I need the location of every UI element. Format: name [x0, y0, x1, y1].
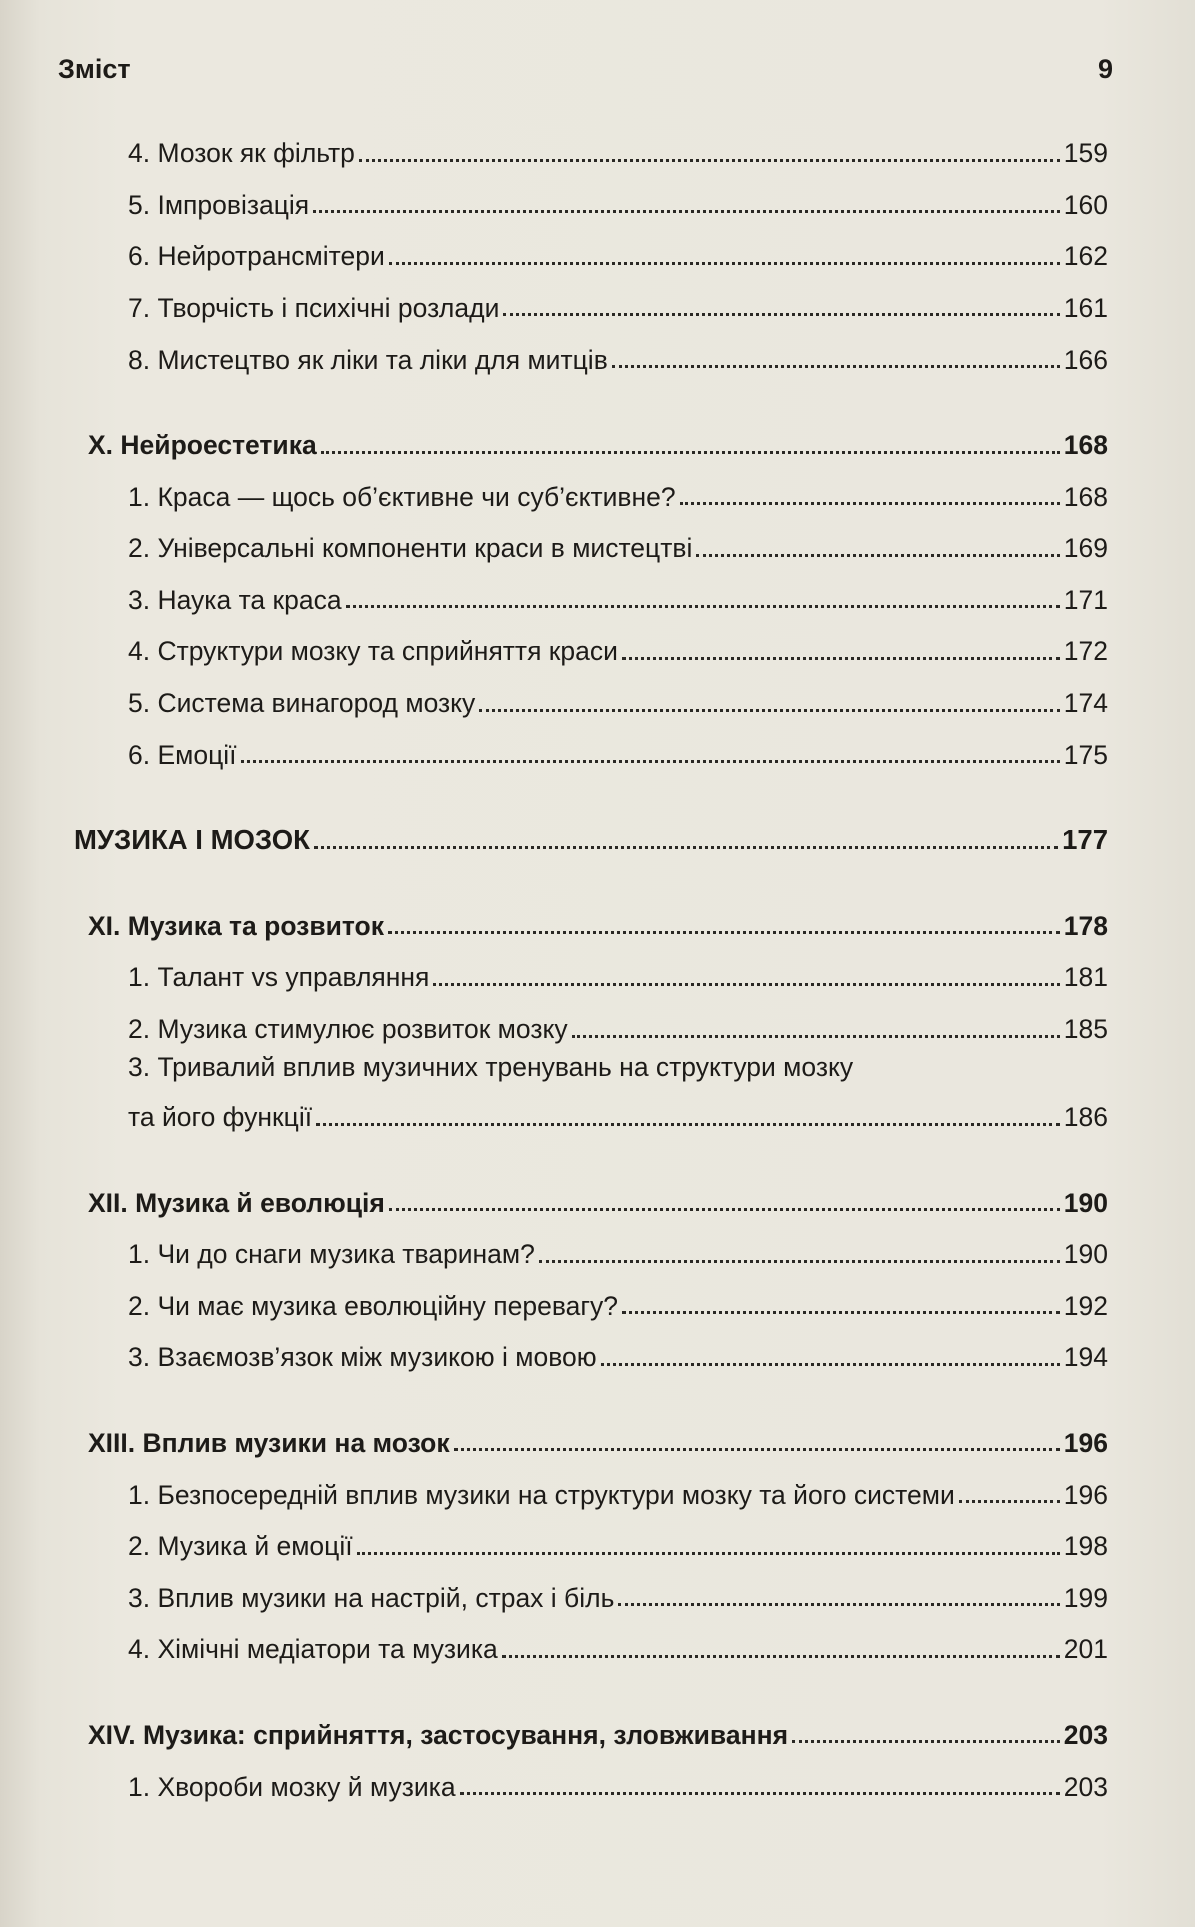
- toc-entry-label: 4. Мозок як фільтр: [128, 138, 355, 169]
- toc-entry-page: 174: [1063, 688, 1108, 719]
- toc-chapter-page: 203: [1063, 1719, 1108, 1750]
- toc-entry: [88, 667, 1108, 719]
- toc-entry: [88, 993, 1108, 1045]
- toc-chapter-page: 178: [1063, 910, 1108, 941]
- toc-entry-page: 186: [1063, 1102, 1108, 1133]
- leader-dots: [433, 983, 1059, 986]
- toc-entry: [88, 1270, 1108, 1322]
- toc-entry-page: 201: [1063, 1634, 1108, 1665]
- toc-entry-label: 1. Безпосередній вплив музики на структури мозку та його системи: [128, 1479, 955, 1510]
- leader-dots: [388, 931, 1060, 934]
- toc-chapter-label: XI. Музика та розвиток: [88, 910, 384, 941]
- toc-entry-label: 4. Структури мозку та сприйняття краси: [128, 636, 618, 667]
- toc-chapter-label: XIII. Вплив музики на мозок: [88, 1428, 450, 1458]
- leader-dots: [357, 1552, 1060, 1555]
- toc-entry-page: 185: [1063, 1014, 1108, 1045]
- toc-entry: [88, 1562, 1108, 1614]
- leader-dots: [359, 159, 1060, 162]
- leader-dots: [502, 1655, 1060, 1658]
- toc-chapter: [88, 1699, 1108, 1751]
- table-of-contents: [74, 117, 1108, 1802]
- toc-entry-label: 2. Чи має музика еволюційну перевагу?: [128, 1290, 618, 1321]
- toc-entry-label: 2. Музика стимулює розвиток мозку: [128, 1014, 568, 1045]
- toc-entry-page: 190: [1063, 1239, 1108, 1270]
- leader-dots: [612, 365, 1060, 368]
- header-title: Зміст: [58, 54, 131, 84]
- leader-dots: [346, 605, 1060, 608]
- toc-chapter-page: 168: [1063, 430, 1108, 461]
- toc-chapter: [88, 1407, 1108, 1459]
- toc-entry: [88, 941, 1108, 993]
- toc-entry: [88, 1750, 1108, 1802]
- toc-part-label: МУЗИКА І МОЗОК: [74, 824, 310, 856]
- toc-entry: [88, 272, 1108, 324]
- toc-entry: [88, 169, 1108, 221]
- toc-entry-label: 1. Талант vs управляння: [128, 962, 430, 993]
- toc-chapter: [88, 1167, 1108, 1219]
- leader-dots: [389, 262, 1060, 265]
- toc-part: [74, 804, 1108, 856]
- toc-entry: [88, 615, 1108, 667]
- toc-entry: [88, 1510, 1108, 1562]
- toc-entry: [88, 1321, 1108, 1373]
- leader-dots: [792, 1740, 1060, 1743]
- toc-entry-label: 3. Вплив музики на настрій, страх і біль: [128, 1582, 615, 1613]
- toc-entry-label-line1: 3. Тривалий вплив музичних тренувань на структури мозку: [128, 1051, 854, 1082]
- toc-entry: [88, 461, 1108, 513]
- toc-entry-page: 181: [1063, 962, 1108, 993]
- leader-dots: [959, 1500, 1060, 1503]
- toc-entry-label: 2. Універсальні компоненти краси в мистецтві: [128, 533, 693, 564]
- toc-chapter-page: 190: [1063, 1187, 1108, 1218]
- leader-dots: [601, 1363, 1060, 1366]
- leader-dots: [503, 313, 1059, 316]
- toc-entry-page: 172: [1063, 636, 1108, 667]
- toc-entry-label: 5. Імпровізація: [128, 189, 310, 220]
- toc-entry-page: 160: [1063, 189, 1108, 220]
- toc-entry-label: 1. Хвороби мозку й музика: [128, 1771, 456, 1802]
- leader-dots: [618, 1603, 1059, 1606]
- leader-dots: [622, 657, 1060, 660]
- leader-dots: [454, 1448, 1060, 1451]
- toc-entry: [88, 1613, 1108, 1665]
- toc-entry-label: 8. Мистецтво як ліки та ліки для митців: [128, 344, 608, 375]
- toc-entry-page: 166: [1063, 344, 1108, 375]
- toc-entry-label: 5. Система винагород мозку: [128, 688, 476, 719]
- toc-entry-page: 194: [1063, 1342, 1108, 1373]
- toc-entry: [88, 564, 1108, 616]
- toc-entry: [88, 719, 1108, 771]
- toc-entry-label: 3. Наука та краса: [128, 584, 342, 615]
- toc-entry: [88, 1458, 1108, 1510]
- toc-part-page: 177: [1062, 824, 1108, 856]
- toc-chapter: [88, 409, 1108, 461]
- header-page-number: 9: [1097, 54, 1113, 84]
- leader-dots: [313, 210, 1060, 213]
- toc-entry-page: 171: [1063, 584, 1108, 615]
- toc-entry-label: 4. Хімічні медіатори та музика: [128, 1634, 498, 1665]
- toc-chapter: [88, 890, 1108, 942]
- toc-chapter-page: 196: [1063, 1428, 1108, 1458]
- toc-entry-page: 192: [1063, 1290, 1108, 1321]
- toc-entry: [88, 220, 1108, 272]
- toc-entry-page: 175: [1063, 739, 1108, 770]
- toc-entry-page: 198: [1063, 1531, 1108, 1562]
- toc-entry-multiline: [88, 1045, 1108, 1133]
- toc-entry-page: 203: [1063, 1771, 1108, 1802]
- toc-entry-page: 196: [1063, 1479, 1108, 1510]
- leader-dots: [389, 1208, 1060, 1211]
- toc-entry-label: 7. Творчість і психічні розлади: [128, 292, 500, 323]
- toc-entry-label: 3. Взаємозв’язок між музикою і мовою: [128, 1342, 597, 1373]
- toc-entry-page: 168: [1063, 481, 1108, 512]
- toc-entry-label: 2. Музика й емоції: [128, 1531, 353, 1562]
- leader-dots: [241, 760, 1060, 763]
- toc-entry-page: 159: [1063, 138, 1108, 169]
- leader-dots: [539, 1260, 1060, 1263]
- leader-dots: [572, 1035, 1060, 1038]
- leader-dots: [314, 846, 1058, 849]
- toc-chapter-label: XII. Музика й еволюція: [88, 1187, 385, 1218]
- toc-entry-label: 6. Емоції: [128, 739, 237, 770]
- toc-entry-label: 6. Нейротрансмітери: [128, 241, 385, 272]
- toc-entry-label: 1. Чи до снаги музика тваринам?: [128, 1239, 535, 1270]
- toc-entry: [88, 1218, 1108, 1270]
- toc-entry: [88, 512, 1108, 564]
- toc-entry: [88, 117, 1108, 169]
- toc-entry-page: 162: [1063, 241, 1108, 272]
- toc-entry-label-line2: та його функції: [128, 1102, 313, 1133]
- toc-chapter-label: XIV. Музика: сприйняття, застосування, зловживання: [88, 1719, 789, 1750]
- toc-entry-page: 199: [1063, 1582, 1108, 1613]
- leader-dots: [321, 451, 1060, 454]
- toc-entry-page: 169: [1063, 533, 1108, 564]
- leader-dots: [696, 554, 1059, 557]
- leader-dots: [316, 1123, 1060, 1126]
- leader-dots: [680, 502, 1060, 505]
- toc-entry-page: 161: [1063, 292, 1108, 323]
- leader-dots: [460, 1792, 1060, 1795]
- running-header: [58, 54, 1113, 85]
- leader-dots: [479, 709, 1059, 712]
- toc-entry-label: 1. Краса — щось об’єктивне чи суб’єктивне?: [128, 481, 676, 512]
- leader-dots: [622, 1311, 1060, 1314]
- toc-entry: [88, 323, 1108, 375]
- toc-chapter-label: X. Нейроестетика: [88, 430, 317, 461]
